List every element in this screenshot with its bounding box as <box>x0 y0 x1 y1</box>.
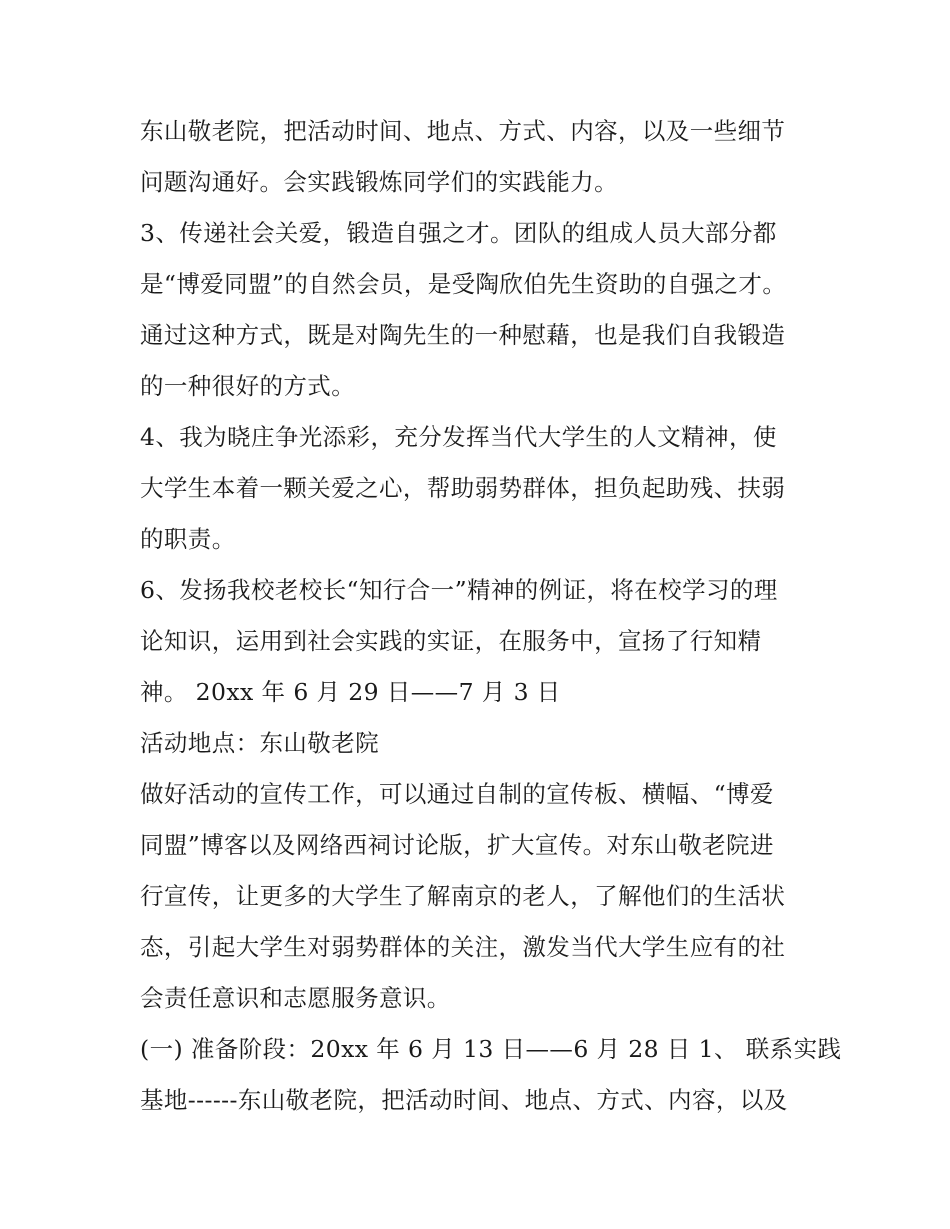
text-line: (一) 准备阶段：20xx 年 6 月 13 日——6 月 28 日 1、 联系实践 <box>140 1035 842 1063</box>
text-line: 大学生本着一颗关爱之心，帮助弱势群体，担负起助残、扶弱 <box>140 474 786 502</box>
body-text <box>140 106 842 1126</box>
text-line: 的职责。 <box>140 525 236 553</box>
text-line: 是“博爱同盟”的自然会员，是受陶欣伯先生资助的自强之才。 <box>140 270 787 298</box>
text-line: 行宣传，让更多的大学生了解南京的老人，了解他们的生活状 <box>140 882 786 910</box>
text-line: 基地------东山敬老院，把活动时间、地点、方式、内容，以及 <box>140 1086 788 1114</box>
text-line: 6、发扬我校老校长“知行合一”精神的例证，将在校学习的理 <box>140 576 778 604</box>
text-line: 态，引起大学生对弱势群体的关注，激发当代大学生应有的社 <box>140 933 786 961</box>
text-line: 神。 20xx 年 6 月 29 日——7 月 3 日 <box>140 678 561 706</box>
text-line: 做好活动的宣传工作，可以通过自制的宣传板、横幅、“博爱 <box>140 780 774 808</box>
text-line: 会责任意识和志愿服务意识。 <box>140 984 451 1012</box>
text-line: 论知识，运用到社会实践的实证，在服务中，宣扬了行知精 <box>140 627 762 655</box>
text-line: 活动地点：东山敬老院 <box>140 729 379 757</box>
text-line: 东山敬老院，把活动时间、地点、方式、内容，以及一些细节 <box>140 117 786 145</box>
text-line: 通过这种方式，既是对陶先生的一种慰藉，也是我们自我锻造 <box>140 321 786 349</box>
text-line: 同盟”博客以及网络西祠讨论版，扩大宣传。对东山敬老院进 <box>140 831 774 859</box>
text-line: 3、传递社会关爱，锻造自强之才。团队的组成人员大部分都 <box>140 219 777 247</box>
text-line: 问题沟通好。会实践锻炼同学们的实践能力。 <box>140 168 618 196</box>
text-line: 4、我为晓庄争光添彩，充分发挥当代大学生的人文精神，使 <box>140 423 777 451</box>
text-line: 的一种很好的方式。 <box>140 372 356 400</box>
